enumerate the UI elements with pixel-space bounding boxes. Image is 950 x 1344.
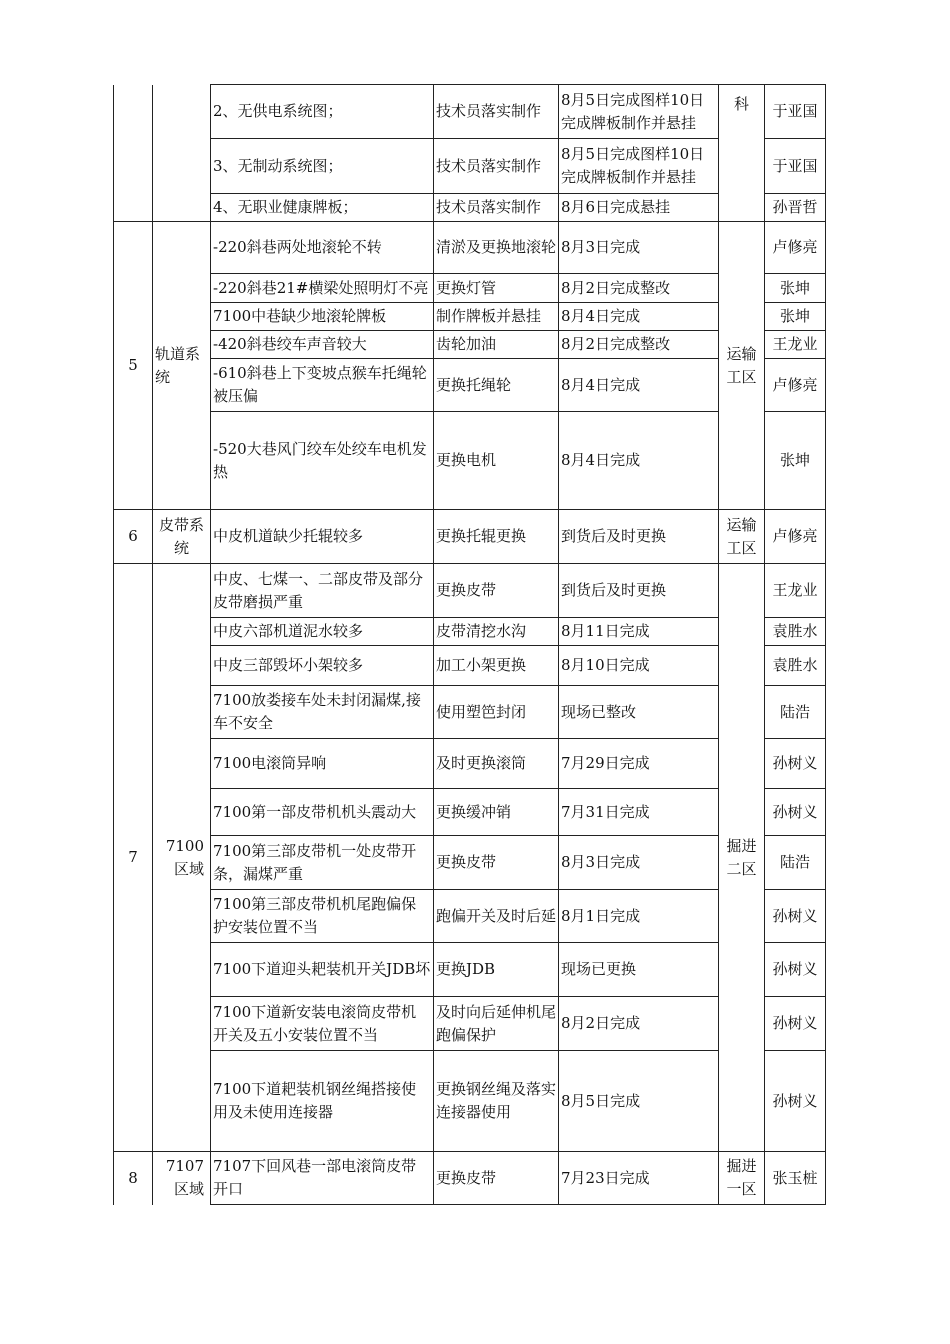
deadline-cell: 8月4日完成 [559,359,719,412]
dept-cell: 掘进一区 [719,1152,765,1205]
measure-cell: 及时向后延伸机尾跑偏保护 [434,997,559,1051]
person-cell: 孙晋哲 [765,194,826,222]
measure-cell: 更换JDB [434,943,559,997]
deadline-cell: 8月2日完成整改 [559,331,719,359]
issue-cell: 3、无制动系统图； [211,139,434,194]
issue-cell: -220斜巷21#横梁处照明灯不亮 [211,274,434,303]
deadline-cell: 8月5日完成图样10日完成牌板制作并悬挂 [559,139,719,194]
deadline-cell: 8月5日完成 [559,1051,719,1152]
person-cell: 袁胜水 [765,618,826,646]
issue-cell: 中皮、七煤一、二部皮带及部分皮带磨损严重 [211,564,434,618]
dept-cell: 运输工区 [719,510,765,564]
deadline-cell: 8月10日完成 [559,646,719,686]
issue-cell: 7100下道迎头耙装机开关JDB坏 [211,943,434,997]
deadline-cell: 8月4日完成 [559,412,719,510]
person-cell: 卢修亮 [765,359,826,412]
measure-cell: 更换缓冲销 [434,789,559,836]
person-cell: 于亚国 [765,139,826,194]
deadline-cell: 8月11日完成 [559,618,719,646]
person-cell: 孙树义 [765,943,826,997]
measure-cell: 技术员落实制作 [434,194,559,222]
issue-cell: 7100下道耙装机钢丝绳搭接使用及未使用连接器 [211,1051,434,1152]
table-row [114,510,826,564]
deadline-cell: 到货后及时更换 [559,510,719,564]
measure-cell: 制作牌板并悬挂 [434,303,559,331]
person-cell: 孙树义 [765,1051,826,1152]
rectification-table [113,84,826,1205]
issue-cell: 7100电滚筒异响 [211,739,434,789]
deadline-cell: 7月31日完成 [559,789,719,836]
person-cell: 张坤 [765,303,826,331]
measure-cell: 更换电机 [434,412,559,510]
person-cell: 孙树义 [765,739,826,789]
issue-cell: 2、无供电系统图； [211,85,434,139]
measure-cell: 技术员落实制作 [434,139,559,194]
measure-cell: 跑偏开关及时后延 [434,890,559,943]
person-cell: 卢修亮 [765,222,826,274]
issue-cell: 中皮机道缺少托辊较多 [211,510,434,564]
table-row [114,1152,826,1205]
table-row [114,564,826,618]
issue-cell: 7100第一部皮带机机头震动大 [211,789,434,836]
issue-cell: 7100放娄接车处未封闭漏煤,接车不安全 [211,686,434,739]
measure-cell: 技术员落实制作 [434,85,559,139]
table-row [114,222,826,274]
person-cell: 陆浩 [765,836,826,890]
deadline-cell: 现场已更换 [559,943,719,997]
row-number: 8 [114,1152,153,1205]
dept-cell: 科 [719,85,765,222]
row-number: 5 [114,222,153,510]
deadline-cell: 7月29日完成 [559,739,719,789]
measure-cell: 更换皮带 [434,836,559,890]
deadline-cell: 8月6日完成悬挂 [559,194,719,222]
table-row [114,85,826,139]
area-cell [153,85,211,222]
deadline-cell: 现场已整改 [559,686,719,739]
issue-cell: 4、无职业健康牌板； [211,194,434,222]
area-cell: 7100区域 [153,564,211,1152]
dept-cell: 掘进二区 [719,564,765,1152]
measure-cell: 皮带清挖水沟 [434,618,559,646]
deadline-cell: 7月23日完成 [559,1152,719,1205]
measure-cell: 齿轮加油 [434,331,559,359]
dept-cell: 运输工区 [719,222,765,510]
row-number: 7 [114,564,153,1152]
issue-cell: 7100第三部皮带机一处皮带开条，漏煤严重 [211,836,434,890]
issue-cell: 7100下道新安装电滚筒皮带机开关及五小安装位置不当 [211,997,434,1051]
issue-cell: -520大巷风门绞车处绞车电机发热 [211,412,434,510]
measure-cell: 更换托辊更换 [434,510,559,564]
measure-cell: 清淤及更换地滚轮 [434,222,559,274]
measure-cell: 更换托绳轮 [434,359,559,412]
issue-cell: -420斜巷绞车声音较大 [211,331,434,359]
deadline-cell: 8月1日完成 [559,890,719,943]
person-cell: 张玉桩 [765,1152,826,1205]
measure-cell: 更换皮带 [434,564,559,618]
measure-cell: 使用塑笆封闭 [434,686,559,739]
area-cell: 轨道系统 [153,222,211,510]
issue-cell: 中皮三部毁坏小架较多 [211,646,434,686]
person-cell: 王龙业 [765,564,826,618]
measure-cell: 及时更换滚筒 [434,739,559,789]
issue-cell: -220斜巷两处地滚轮不转 [211,222,434,274]
deadline-cell: 8月5日完成图样10日完成牌板制作并悬挂 [559,85,719,139]
row-number: 6 [114,510,153,564]
area-cell: 皮带系统 [153,510,211,564]
row-number [114,85,153,222]
person-cell: 张坤 [765,274,826,303]
issue-cell: 7100第三部皮带机机尾跑偏保护安装位置不当 [211,890,434,943]
issue-cell: 7100中巷缺少地滚轮牌板 [211,303,434,331]
measure-cell: 更换皮带 [434,1152,559,1205]
area-cell: 7107区域 [153,1152,211,1205]
deadline-cell: 8月2日完成 [559,997,719,1051]
person-cell: 陆浩 [765,686,826,739]
issue-cell: -610斜巷上下变坡点猴车托绳轮被压偏 [211,359,434,412]
person-cell: 孙树义 [765,789,826,836]
deadline-cell: 8月4日完成 [559,303,719,331]
person-cell: 孙树义 [765,997,826,1051]
person-cell: 王龙业 [765,331,826,359]
deadline-cell: 8月3日完成 [559,222,719,274]
measure-cell: 加工小架更换 [434,646,559,686]
person-cell: 孙树义 [765,890,826,943]
issue-cell: 7107下回风巷一部电滚筒皮带开口 [211,1152,434,1205]
person-cell: 张坤 [765,412,826,510]
person-cell: 于亚国 [765,85,826,139]
deadline-cell: 8月3日完成 [559,836,719,890]
measure-cell: 更换灯管 [434,274,559,303]
deadline-cell: 到货后及时更换 [559,564,719,618]
deadline-cell: 8月2日完成整改 [559,274,719,303]
measure-cell: 更换钢丝绳及落实连接器使用 [434,1051,559,1152]
person-cell: 袁胜水 [765,646,826,686]
issue-cell: 中皮六部机道泥水较多 [211,618,434,646]
person-cell: 卢修亮 [765,510,826,564]
